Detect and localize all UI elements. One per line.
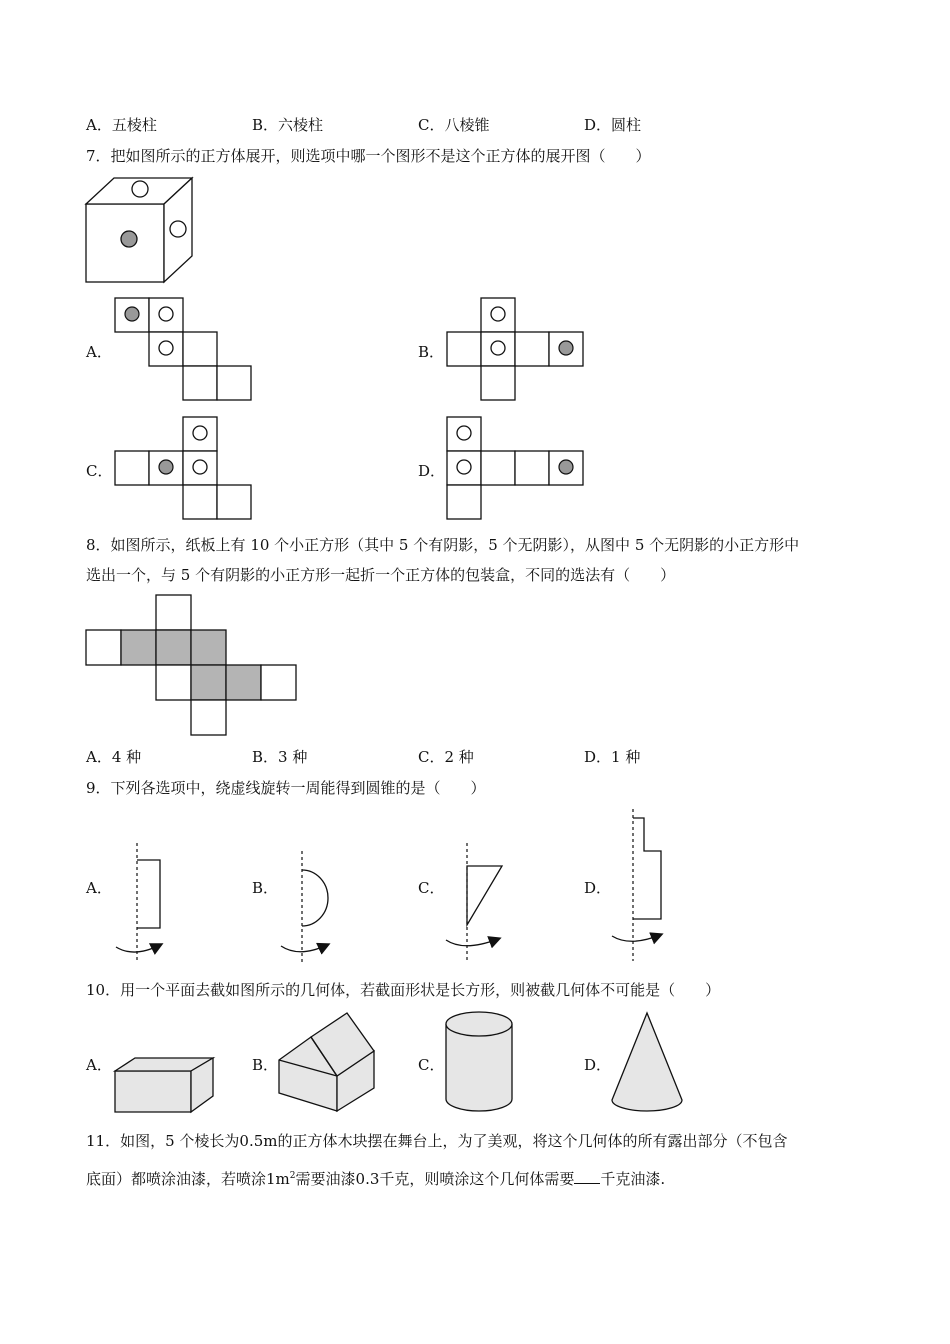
q6-option-d: D．圆柱 <box>584 116 642 134</box>
q7-net-d <box>446 416 586 522</box>
q7-cube-figure <box>84 176 196 286</box>
q8-option-d: D．1 种 <box>584 748 641 766</box>
q7-label-d: D． <box>418 462 446 480</box>
q9-stem: 9．下列各选项中，绕虚线旋转一周能得到圆锥的是（ ） <box>86 779 486 797</box>
q6-option-a: A．五棱柱 <box>86 116 157 134</box>
q11-edge-length: 0.5m <box>239 1132 278 1150</box>
q8-stem-line1: 8．如图所示，纸板上有 10 个小正方形（其中 5 个有阴影，5 个无阴影），从图中 5 个无阴影的小正方形中 <box>86 536 800 554</box>
q7-stem: 7．把如图所示的正方体展开，则选项中哪一个图形不是这个正方体的展开图（ ） <box>86 147 651 165</box>
q8-stem-line2: 选出一个，与 5 个有阴影的小正方形一起折一个正方体的包装盒，不同的选法有（ ） <box>86 566 676 584</box>
q11-area-unit: $1m^2$ <box>266 1170 296 1188</box>
q8-option-c: C．2 种 <box>418 748 474 766</box>
q11-answer-blank[interactable] <box>574 1169 600 1184</box>
q10-label-b: B． <box>252 1056 279 1074</box>
q7-net-c <box>114 416 254 522</box>
q9-label-d: D． <box>584 879 612 897</box>
q9-figure-d <box>606 806 671 964</box>
q9-label-c: C． <box>418 879 445 897</box>
q10-label-c: C． <box>418 1056 445 1074</box>
q8-option-a: A．4 种 <box>86 748 142 766</box>
q10-house-prism-figure <box>277 1010 379 1114</box>
q9-label-a: A． <box>86 879 112 897</box>
q10-cylinder-figure <box>443 1010 515 1114</box>
q10-cone-figure <box>609 1010 687 1114</box>
q10-stem: 10．用一个平面去截如图所示的几何体，若截面形状是长方形，则被截几何体不可能是（ ） <box>86 981 721 999</box>
q7-net-b <box>446 297 586 403</box>
q8-option-b: B．3 种 <box>252 748 308 766</box>
q10-label-a: A． <box>86 1056 112 1074</box>
q9-label-b: B． <box>252 879 279 897</box>
q7-label-c: C． <box>86 462 113 480</box>
q8-board-figure <box>85 594 303 738</box>
q10-label-d: D． <box>584 1056 612 1074</box>
q6-option-b: B．六棱柱 <box>252 116 324 134</box>
q10-cuboid-figure <box>113 1055 217 1115</box>
q11-line2: 底面）都喷涂油漆，若喷涂$1m^2$需要油漆0.3千克，则喷涂这个几何体需要 千克油漆. <box>86 1170 666 1188</box>
q9-figure-a <box>110 840 170 965</box>
q6-option-c: C．八棱锥 <box>418 116 490 134</box>
q7-net-a <box>114 297 254 403</box>
q7-label-a: A． <box>86 343 112 361</box>
q9-figure-b <box>275 848 340 966</box>
q11-line1: 11．如图，5 个棱长为0.5m的正方体木块摆在舞台上，为了美观，将这个几何体的所有露出部分（不包含 <box>86 1132 788 1150</box>
q7-label-b: B． <box>418 343 445 361</box>
q9-figure-c <box>440 840 510 965</box>
